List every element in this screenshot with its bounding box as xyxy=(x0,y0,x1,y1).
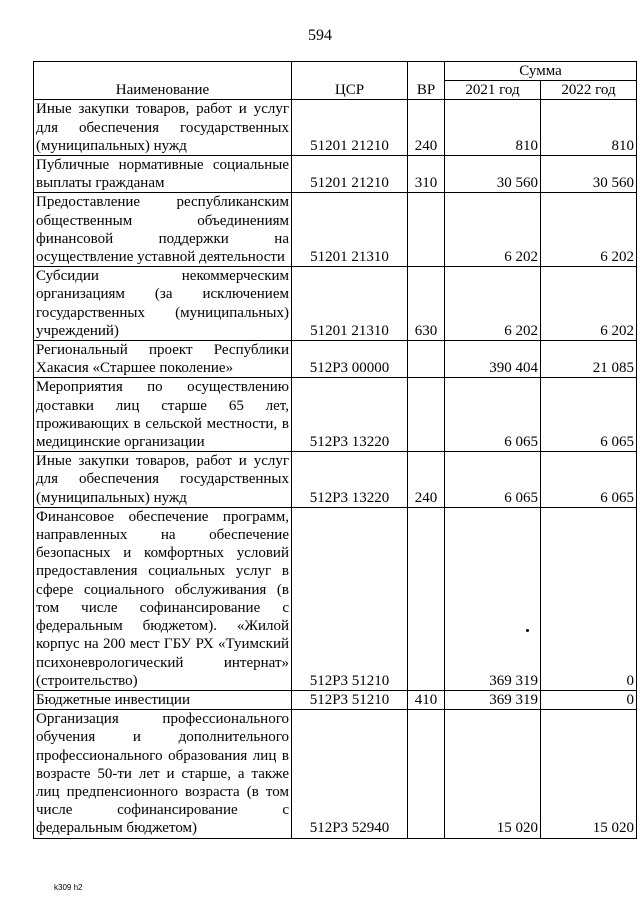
row-vr: 240 xyxy=(408,452,445,508)
row-sum-2021: 390 404 xyxy=(445,341,541,378)
row-sum-2022: 21 085 xyxy=(541,341,637,378)
header-year-2022: 2022 год xyxy=(541,81,637,100)
row-vr xyxy=(408,507,445,690)
row-csr: 512Р3 13220 xyxy=(292,378,408,452)
row-vr xyxy=(408,710,445,838)
table-row xyxy=(34,193,637,267)
table-row xyxy=(34,100,637,156)
header-sum: Сумма xyxy=(445,62,637,81)
table-row xyxy=(34,378,637,452)
header-year-2021: 2021 год xyxy=(445,81,541,100)
row-vr: 630 xyxy=(408,267,445,341)
row-name: Публичные нормативные социальные выплаты гражданам xyxy=(34,156,292,193)
row-vr xyxy=(408,341,445,378)
row-sum-2021: 30 560 xyxy=(445,156,541,193)
table-row xyxy=(34,690,637,709)
row-sum-2021: 369 319 xyxy=(445,507,541,690)
table-row xyxy=(34,267,637,341)
row-sum-2022: 6 065 xyxy=(541,378,637,452)
budget-table xyxy=(33,61,637,839)
row-csr: 512Р3 51210 xyxy=(292,507,408,690)
row-name: Мероприятия по осуществлению доставки лиц старше 65 лет, проживающих в сельской местности, в медицинские организации xyxy=(34,378,292,452)
row-sum-2021: 6 202 xyxy=(445,267,541,341)
header-name: Наименование xyxy=(34,62,292,100)
row-csr: 512Р3 52940 xyxy=(292,710,408,838)
row-sum-2022: 0 xyxy=(541,690,637,709)
table-row xyxy=(34,710,637,838)
row-sum-2021: 369 319 xyxy=(445,690,541,709)
table-row xyxy=(34,452,637,508)
row-sum-2022: 0 xyxy=(541,507,637,690)
row-csr: 512Р3 00000 xyxy=(292,341,408,378)
row-sum-2022: 15 020 xyxy=(541,710,637,838)
header-csr: ЦСР xyxy=(292,62,408,100)
row-sum-2022: 6 065 xyxy=(541,452,637,508)
row-name: Региональный проект Республики Хакасия «Старшее поколение» xyxy=(34,341,292,378)
row-sum-2022: 6 202 xyxy=(541,267,637,341)
row-sum-2021: 810 xyxy=(445,100,541,156)
row-csr: 51201 21310 xyxy=(292,267,408,341)
scan-speck xyxy=(526,629,529,632)
row-sum-2022: 810 xyxy=(541,100,637,156)
row-csr: 512Р3 13220 xyxy=(292,452,408,508)
page-number: 594 xyxy=(308,27,332,44)
row-name: Бюджетные инвестиции xyxy=(34,690,292,709)
row-name: Предоставление республиканским общественным объединениям финансовой поддержки на осуществление уставной деятельности xyxy=(34,193,292,267)
row-csr: 51201 21210 xyxy=(292,100,408,156)
row-vr xyxy=(408,193,445,267)
table-row xyxy=(34,341,637,378)
row-sum-2021: 6 065 xyxy=(445,378,541,452)
row-sum-2022: 30 560 xyxy=(541,156,637,193)
row-name: Субсидии некоммерческим организациям (за исключением государственных (муниципальных) учреждений) xyxy=(34,267,292,341)
row-csr: 51201 21210 xyxy=(292,156,408,193)
table-row xyxy=(34,156,637,193)
row-csr: 51201 21310 xyxy=(292,193,408,267)
row-vr xyxy=(408,378,445,452)
row-sum-2022: 6 202 xyxy=(541,193,637,267)
table-row xyxy=(34,507,637,690)
row-name: Иные закупки товаров, работ и услуг для обеспечения государственных (муниципальных) нужд xyxy=(34,100,292,156)
footer-code: k309 h2 xyxy=(54,883,83,892)
row-name: Иные закупки товаров, работ и услуг для обеспечения государственных (муниципальных) нужд xyxy=(34,452,292,508)
row-csr: 512Р3 51210 xyxy=(292,690,408,709)
row-vr: 240 xyxy=(408,100,445,156)
row-sum-2021: 15 020 xyxy=(445,710,541,838)
row-vr: 410 xyxy=(408,690,445,709)
row-sum-2021: 6 202 xyxy=(445,193,541,267)
row-sum-2021: 6 065 xyxy=(445,452,541,508)
header-vr: ВР xyxy=(408,62,445,100)
row-vr: 310 xyxy=(408,156,445,193)
header-row xyxy=(34,62,637,81)
row-name: Организация профессионального обучения и дополнительного профессионального образования лиц в возрасте 50-ти лет и старше, а также лиц предпенсионного возраста (в том числе софинансирование с федеральным бюджетом) xyxy=(34,710,292,838)
row-name: Финансовое обеспечение программ, направленных на обеспечение безопасных и комфортных условий предоставления социальных услуг в сфере социального обслуживания (в том числе софинансирование с федеральным бюджетом). «Жилой корпус на 200 мест ГБУ РХ «Туимский психоневрологический интернат» (строительство) xyxy=(34,507,292,690)
